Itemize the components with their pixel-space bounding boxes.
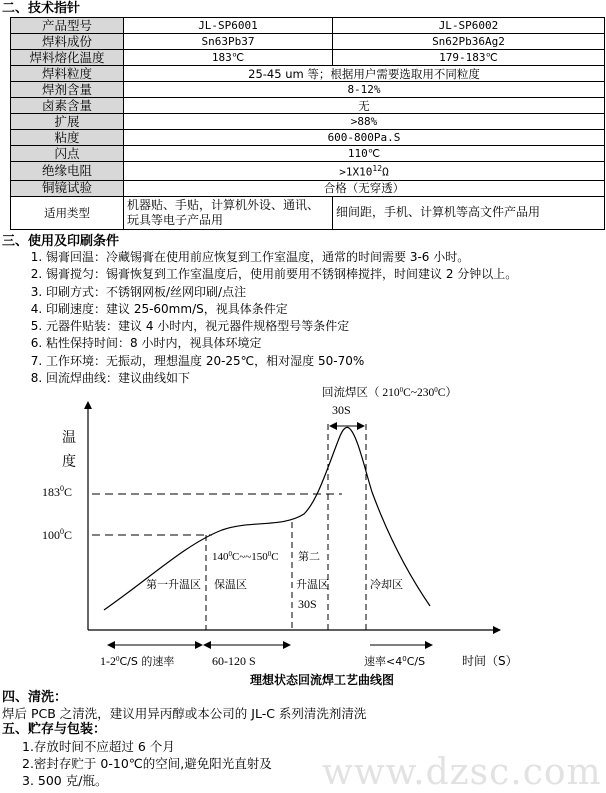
table-row	[11, 82, 605, 98]
zone-cool-label: 冷却区	[370, 578, 403, 591]
spec-value: 无	[124, 98, 605, 114]
table-row	[11, 18, 605, 34]
list-item: 2. 锡膏搅匀：锡膏恢复到工作室温度后，使用前要用不锈钢棒搅拌，时间建议 2 分钟以上。	[46, 266, 606, 283]
section-heading-spec: 二、技术指针	[2, 1, 81, 16]
model-a: JL-SP6001	[124, 18, 333, 34]
list-item: 6. 粘性保持时间：8 小时内，视具体环境定	[46, 335, 606, 352]
spec-label: 适用类型	[11, 196, 124, 229]
soak-time-label: 60-120 S	[212, 654, 256, 668]
spec-value: 110℃	[124, 146, 605, 162]
soak-range-label: $140^0C\sim\sim 150^0C$	[212, 550, 279, 563]
storage-item: 1.存放时间不应超过 6 个月	[22, 739, 175, 754]
spec-value: 细间距，手机、计算机等高文件产品用	[333, 196, 605, 229]
section-heading-storage: 五、贮存与包装：	[2, 722, 107, 737]
time-axis-label: 时间（S）	[462, 654, 518, 668]
list-item: 3. 印刷方式：不锈钢网板/丝网印刷/点注	[46, 284, 606, 301]
spec-value: 600-800Pa.S	[124, 130, 605, 146]
table-row	[11, 130, 605, 146]
spec-label: 扩展	[11, 114, 124, 130]
table-row	[11, 98, 605, 114]
zone-preheat-label: 第一升温区	[146, 578, 201, 591]
table-row	[11, 66, 605, 82]
spec-table	[10, 17, 605, 230]
list-item: 7. 工作环境：无振动，理想温度 20-25℃，相对湿度 50-70%	[46, 353, 606, 370]
spec-value: 179-183℃	[333, 50, 605, 66]
model-b: JL-SP6002	[333, 18, 605, 34]
reflow-profile-diagram	[0, 382, 606, 690]
list-item: 1. 锡膏回温：冷藏锡膏在使用前应恢复到工作室温度，通常的时间需要 3-6 小时。	[46, 249, 606, 266]
spec-value: Sn63Pb37	[124, 34, 333, 50]
table-row	[11, 146, 605, 162]
table-row	[11, 162, 605, 181]
section-heading-usage: 三、使用及印刷条件	[2, 234, 120, 249]
table-row	[11, 114, 605, 130]
storage-item: 2.密封存贮于 0-10℃的空间,避免阳光直射及	[22, 756, 272, 771]
spec-label: 粘度	[11, 130, 124, 146]
spec-label: 铜镜试验	[11, 180, 124, 196]
spec-value: 机器贴、手贴，计算机外设、通讯、玩具等电子产品用	[124, 196, 333, 229]
spec-label: 产品型号	[11, 18, 124, 34]
spec-value: 183℃	[124, 50, 333, 66]
tick-183: $183^0C$	[42, 484, 73, 499]
spec-label: 闪点	[11, 146, 124, 162]
table-row	[11, 196, 605, 229]
section-heading-cleaning: 四、清洗：	[2, 690, 68, 705]
y-axis-label-bottom: 度	[62, 454, 76, 470]
list-item: 5. 元器件贴装：建议 4 小时内，视元器件规格型号等条件定	[46, 318, 606, 335]
zone-soak-label: 保温区	[214, 578, 247, 591]
insulation-exponent: 12	[372, 164, 383, 173]
table-row	[11, 180, 605, 196]
list-item: 4. 印刷速度：建议 25-60mm/S，视具体条件定	[46, 301, 606, 318]
spec-value	[124, 162, 605, 181]
tick-100: $100^0C$	[42, 527, 73, 542]
spec-label: 卤素含量	[11, 98, 124, 114]
chart-caption: 理想状态回流焊工艺曲线图	[250, 673, 395, 687]
insulation-base: >1X10	[339, 165, 373, 179]
spec-label: 绝缘电阻	[11, 162, 124, 181]
rate-cool-label: 速率$<4^0C/S$	[364, 655, 426, 668]
cleaning-text: 焊后 PCB 之清洗，建议用异丙醇或本公司的 JL-C 系列清洗剂清洗	[2, 706, 367, 721]
rate-left-label: $1-2^0C/S$ 的速率	[100, 654, 175, 668]
reflow-time-label: 30S	[332, 403, 351, 417]
spec-label: 焊剂含量	[11, 82, 124, 98]
table-row	[11, 34, 605, 50]
spec-value: 合格（无穿透）	[124, 180, 605, 196]
y-axis-label-top: 温	[62, 430, 76, 446]
spec-value: 25-45 um 等；根据用户需要选取用不同粒度	[124, 66, 605, 82]
spec-label: 焊料粒度	[11, 66, 124, 82]
spec-label: 焊料熔化温度	[11, 50, 124, 66]
insulation-unit: Ω	[382, 165, 389, 179]
zone-second-label-b: 升温区	[296, 578, 329, 591]
spec-label: 焊料成份	[11, 34, 124, 50]
spec-value: >88%	[124, 114, 605, 130]
spec-value: Sn62Pb36Ag2	[333, 34, 605, 50]
storage-item: 3. 500 克/瓶。	[22, 773, 108, 788]
watermark: www.dzsc.com	[322, 752, 602, 793]
zone-second-label-a: 第二	[298, 550, 320, 563]
reflow-zone-label: 回流焊区（ $210^0C\sim 230^0C$）	[322, 386, 457, 399]
zone-second-time: 30S	[298, 597, 317, 611]
usage-steps-list	[20, 249, 606, 387]
spec-value: 8-12%	[124, 82, 605, 98]
table-row	[11, 50, 605, 66]
list-item: 8. 回流焊曲线：建议曲线如下	[46, 370, 606, 387]
